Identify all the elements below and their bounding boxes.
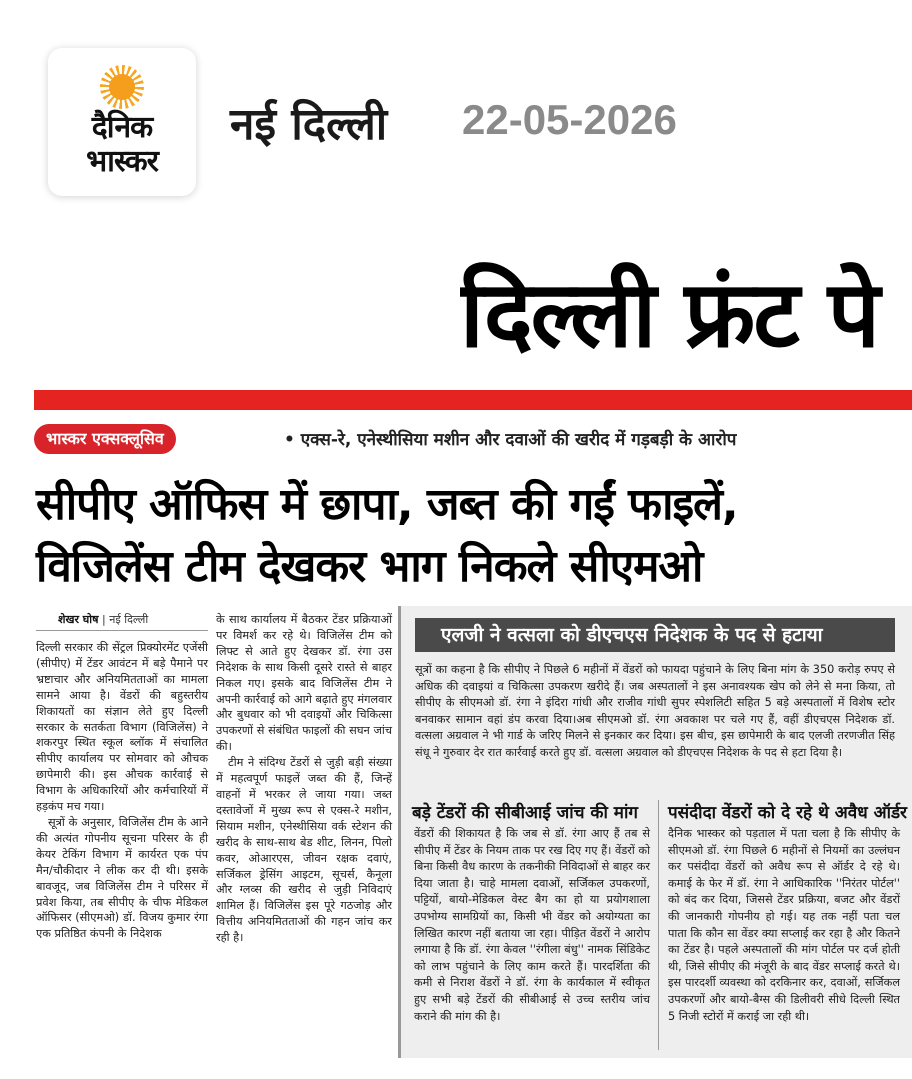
article-column-middle — [216, 612, 392, 946]
headline-line1: सीपीए ऑफिस में छापा, जब्त की गईं फाइलें, — [36, 479, 738, 530]
headline-line2: विजिलेंस टीम देखकर भाग निकले सीएमओ — [36, 541, 703, 592]
kicker-line: • एक्स-रे, एनेस्थीसिया मशीन और दवाओं की खरीद में गड़बड़ी के आरोप — [284, 430, 737, 450]
article-paragraph: दिल्ली सरकार की सेंट्रल प्रिक्योरमेंट एजेंसी (सीपीए) में टेंडर आवंटन में बड़े पैमाने पर भ्रष्टाचार और अनियमितताओं का मामला सामने आया है। वेंडरों की बहुस्तरीय शिकायतों का संज्ञान लेते हुए दिल्ली सरकार के सतर्कता विभाग (विजिलेंस) ने शकरपुर स्थित स्कूल ब्लॉक में संचालित सीपीए कार्यालय पर सोमवार को औचक छापेमारी की। इस औचक कार्रवाई से विभाग के अधिकारियों और कर्मचारियों में हड़कंप मच गया। — [36, 641, 208, 814]
article-paragraph: के साथ कार्यालय में बैठकर टेंडर प्रक्रियाओं पर विमर्श कर रहे थे। विजिलेंस टीम को लिफ्ट से आते हुए देखकर डॉ. रंगा उस निदेशक के साथ किसी दूसरे रास्ते से बाहर निकल गए। इसके बाद विजिलेंस टीम ने अपनी कार्रवाई को आगे बढ़ाते हुए मंगलवार और बुधवार को भी दवाइयों और चिकित्सा उपकरणों से संबंधित फाइलों की सघन जांच की। — [216, 613, 392, 754]
byline-name: शेखर घोष — [58, 613, 99, 626]
byline-place: | नई दिल्ली — [98, 613, 149, 626]
red-divider — [34, 390, 912, 410]
edition-date: 22-05-2026 — [462, 96, 677, 143]
byline — [58, 612, 148, 627]
article-paragraph: सूत्रों के अनुसार, विजिलेंस टीम के आने की अत्यंत गोपनीय सूचना परिसर के ही केयर टेकिंग विभाग में कार्यरत एक पंप मैन/चौकीदार ने लीक कर दी थी। इसके बावजूद, जब विजिलेंस टीम ने परिसर में प्रवेश किया, तब सीपीए के चीफ मेडिकल ऑफिसर (सीएमओ) डॉ. विजय कुमार रंगा एक प्रतिष्ठित कंपनी के निदेशक — [36, 815, 208, 941]
edition-city: नई दिल्ली — [230, 99, 388, 150]
subsection-heading-cbi: बड़े टेंडरों की सीबीआई जांच की मांग — [412, 803, 638, 823]
sun-icon — [100, 65, 144, 109]
sidebar-box-intro: सूत्रों का कहना है कि सीपीए ने पिछले 6 महीनों में वेंडरों को फायदा पहुंचाने के लिए बिना मांग के 350 करोड़ रुपए से अधिक की दवाइयां व चिकित्सा उपकरण खरीदे हैं। जब अस्पतालों ने इस अनावश्यक खेप को लेने से मना किया, तो सीपीए के सीएमओ डॉ. रंगा ने इंदिरा गांधी और राजीव गांधी सुपर स्पेशलिटी सहित 5 बड़े अस्पतालों में विशेष स्टोर बनवाकर सामान वहां डंप करवा दिया।अब सीएमओ डॉ. रंगा अवकाश पर चले गए हैं, वहीं डीएचएस निदेशक डॉ. वत्सला अग्रवाल ने भी गार्ड के जरिए मिलने से इनकार कर दिया। इस बीच, इस छापेमारी के बाद एलजी तरणजीत सिंह संधू ने गुरुवार देर रात कार्रवाई करते हुए डॉ. वत्सला अग्रवाल को डीएचएस निदेशक के पद से हटा दिया है। — [415, 663, 895, 759]
column-divider — [658, 800, 659, 1050]
article-paragraph: टीम ने संदिग्ध टेंडरों से जुड़ी बड़ी संख्या में महत्वपूर्ण फाइलें जब्त की हैं, जिन्हें वाहनों में भरकर ले जाया गया। जब्त दस्तावेजों में मुख्य रूप से एक्स-रे मशीन, सियाम मशीन, एनेस्थीसिया वर्क स्टेशन की खरीद के साथ-साथ बेड शीट, लिनन, पिलो कवर, ओआरएस, जीवन रक्षक दवाएं, सर्जिकल ड्रेसिंग आइटम, सूचर्स, कैनूला और ग्लव्स की खरीद से जुड़ी निविदाएं शामिल हैं। विजिलेंस इस पूरे गठजोड़ और वित्तीय अनियमितताओं की गहन जांच कर रही है। — [216, 756, 392, 945]
logo-text-line1: दैनिक — [91, 110, 153, 145]
dainik-bhaskar-logo — [48, 48, 196, 196]
logo-text-line2: भास्कर — [86, 144, 158, 179]
byline-divider — [36, 630, 208, 631]
subsection-text-orders: दैनिक भास्कर को पड़ताल में पता चला है कि सीपीए के सीएमओ डॉ. रंगा पिछले 6 महीनों से नियमों का उल्लंघन कर पसंदीदा वेंडरों को अवैध रूप से ऑर्डर दे रहे थे। कमाई के फेर में डॉ. रंगा ने आधिकारिक ''निरंतर पोर्टल'' को बंद कर दिया, जिससे टेंडर प्रक्रिया, बजट और वेंडरों की जानकारी गोपनीय हो गई। यह तक नहीं पता चल पाता कि कौन सा वेंडर क्या सप्लाई कर रहा है और कितने का टेंडर है। पहले अस्पतालों की मांग पोर्टल पर दर्ज होती थी, जिसे सीपीए की मंजूरी के बाद वेंडर सप्लाई करते थे। इस पारदर्शी व्यवस्था को दरकिनार कर, दवाओं, सर्जिकल उपकरणों और बायो-बैग्स की डिलीवरी सीधे दिल्ली स्थित 5 निजी स्टोरों में कराई जा रही थी। — [668, 827, 900, 1023]
exclusive-badge: भास्कर एक्सक्लूसिव — [34, 424, 176, 454]
page-title: दिल्ली फ्रंट पे — [460, 261, 878, 368]
sidebar-box-heading: एलजी ने वत्सला को डीएचएस निदेशक के पद से हटाया — [415, 618, 895, 652]
subsection-text-cbi: वेंडरों की शिकायत है कि जब से डॉ. रंगा आए हैं तब से सीपीए में टेंडर के नियम ताक पर रख दिए गए हैं। वेंडरों को बिना किसी वैध कारण के तकनीकी निविदाओं से बाहर कर दिया जाता है। चाहे मामला दवाओं, सर्जिकल उपकरणों, पट्टियों, बायो-मेडिकल वेस्ट बैग का हो या प्रयोगशाला उपभोग्य सामग्रियों का, किसी भी वेंडर को अयोग्यता का लिखित कारण नहीं बताया जा रहा। पीड़ित वेंडरों ने आरोप लगाया है कि डॉ. रंगा केवल ''रंगीला बंधु'' नामक सिंडिकेट को लाभ पहुंचाने के लिए काम करते हैं। पारदर्शिता की कमी से निराश वेंडरों ने डॉ. रंगा के कार्यकाल में स्वीकृत हुए सभी बड़े टेंडरों की सीबीआई से उच्च स्तरीय जांच कराने की मांग की है। — [414, 827, 651, 1023]
subsection-heading-orders: पसंदीदा वेंडरों को दे रहे थे अवैध ऑर्डर — [668, 803, 908, 823]
article-column-left — [36, 640, 208, 942]
